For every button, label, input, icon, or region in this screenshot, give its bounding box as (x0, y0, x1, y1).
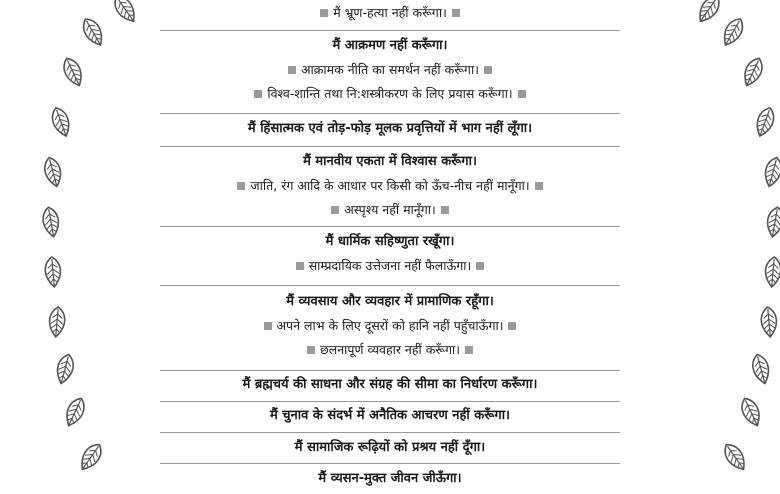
bullet-square-icon (518, 90, 526, 98)
pledge-sub-line: अपने लाभ के लिए दूसरों को हानि नहीं पहुँचाऊँगा। (276, 318, 504, 333)
bullet-square-icon (237, 182, 245, 190)
pledge-main-line: मैं धार्मिक सहिष्णुता रखूँगा। (325, 234, 455, 249)
pledge-main-line: मैं मानवीय एकता में विश्वास करूँगा। (303, 154, 477, 169)
pledge-2 (160, 34, 620, 114)
leaf-icon (39, 254, 68, 290)
pledge-main-line: मैं सामाजिक रूढ़ियों को प्रश्रय नहीं दूँगा। (294, 440, 486, 455)
pledge-main-line: मैं चुनाव के संदर्भ में अनैतिक आचरण नहीं करूँगा। (270, 408, 510, 423)
left-leaf-border (0, 0, 150, 470)
leaf-icon (747, 102, 780, 143)
leaf-icon (734, 51, 772, 93)
leaf-icon (756, 152, 780, 192)
leaf-icon (54, 51, 92, 93)
bullet-square-icon (331, 206, 339, 214)
leaf-icon (759, 203, 780, 241)
pledge-sub-line: आक्रामक नीति का समर्थन नहीं करूँगा। (301, 62, 479, 77)
leaf-icon (71, 436, 112, 479)
bullet-square-icon (465, 346, 473, 354)
leaf-icon (35, 203, 67, 241)
bullet-square-icon (320, 9, 328, 17)
pledge-6 (160, 290, 620, 371)
leaf-icon (759, 254, 780, 290)
pledge-8 (160, 402, 620, 433)
leaf-icon (715, 436, 756, 479)
leaf-icon (73, 11, 113, 53)
bullet-square-icon (476, 262, 484, 270)
pledge-4 (160, 150, 620, 227)
pledge-sub-line: अस्पृश्य नहीं मानूँगा। (344, 202, 436, 217)
leaf-icon (43, 102, 79, 143)
leaf-icon (56, 391, 94, 433)
pledge-main-line: मैं ब्रह्मचर्य की साधना और संग्रह की सीमा का निर्धारण करूँगा। (242, 377, 538, 392)
pledge-list (160, 0, 620, 486)
pledge-main-line: मैं व्यवसाय और व्यवहार में प्रामाणिक रहूँगा। (286, 294, 494, 309)
bullet-square-icon (452, 9, 460, 17)
pledge-sub-line: जाति, रंग आदि के आधार पर किसी को ऊँच-नीच नहीं मानूँगा। (250, 178, 530, 193)
bullet-square-icon (508, 322, 516, 330)
bullet-square-icon (441, 206, 449, 214)
pledge-main-line: मैं आक्रमण नहीं करूँगा। (332, 38, 448, 53)
leaf-icon (744, 349, 778, 389)
pledge-9 (160, 433, 620, 464)
pledge-7 (160, 371, 620, 402)
bullet-square-icon (535, 182, 543, 190)
leaf-icon (732, 391, 770, 433)
pledge-sub-line: मैं भ्रूण-हत्या नहीं करूँगा। (333, 5, 447, 20)
pledge-main-line: मैं हिंसात्मक एवं तोड़-फोड़ मूलक प्रवृत्तियों में भाग नहीं लूँगा। (247, 121, 533, 136)
leaf-icon (48, 349, 82, 389)
leaf-icon (36, 152, 70, 192)
pledge-5 (160, 230, 620, 286)
leaf-icon (105, 0, 146, 30)
bullet-square-icon (288, 66, 296, 74)
bullet-square-icon (296, 262, 304, 270)
bullet-square-icon (264, 322, 272, 330)
leaf-icon (755, 304, 780, 340)
pledge-sub-line: छलनापूर्ण व्यवहार नहीं करूँगा। (319, 342, 461, 357)
right-leaf-border (630, 0, 780, 470)
pledge-10 (160, 464, 620, 492)
pledge-sub-line: साम्प्रदायिक उत्तेजना नहीं फैलाऊँगा। (308, 258, 472, 273)
bullet-square-icon (254, 90, 262, 98)
bullet-square-icon (307, 346, 315, 354)
pledge-1 (160, 0, 620, 31)
pledge-3 (160, 114, 620, 147)
pledge-sub-line: विश्व-शान्ति तथा नि:शस्त्रीकरण के लिए प्रयास करूँगा। (267, 86, 513, 101)
bullet-square-icon (484, 66, 492, 74)
pledge-main-line: मैं व्यसन-मुक्त जीवन जीऊँगा। (318, 471, 462, 486)
leaf-icon (43, 304, 72, 340)
